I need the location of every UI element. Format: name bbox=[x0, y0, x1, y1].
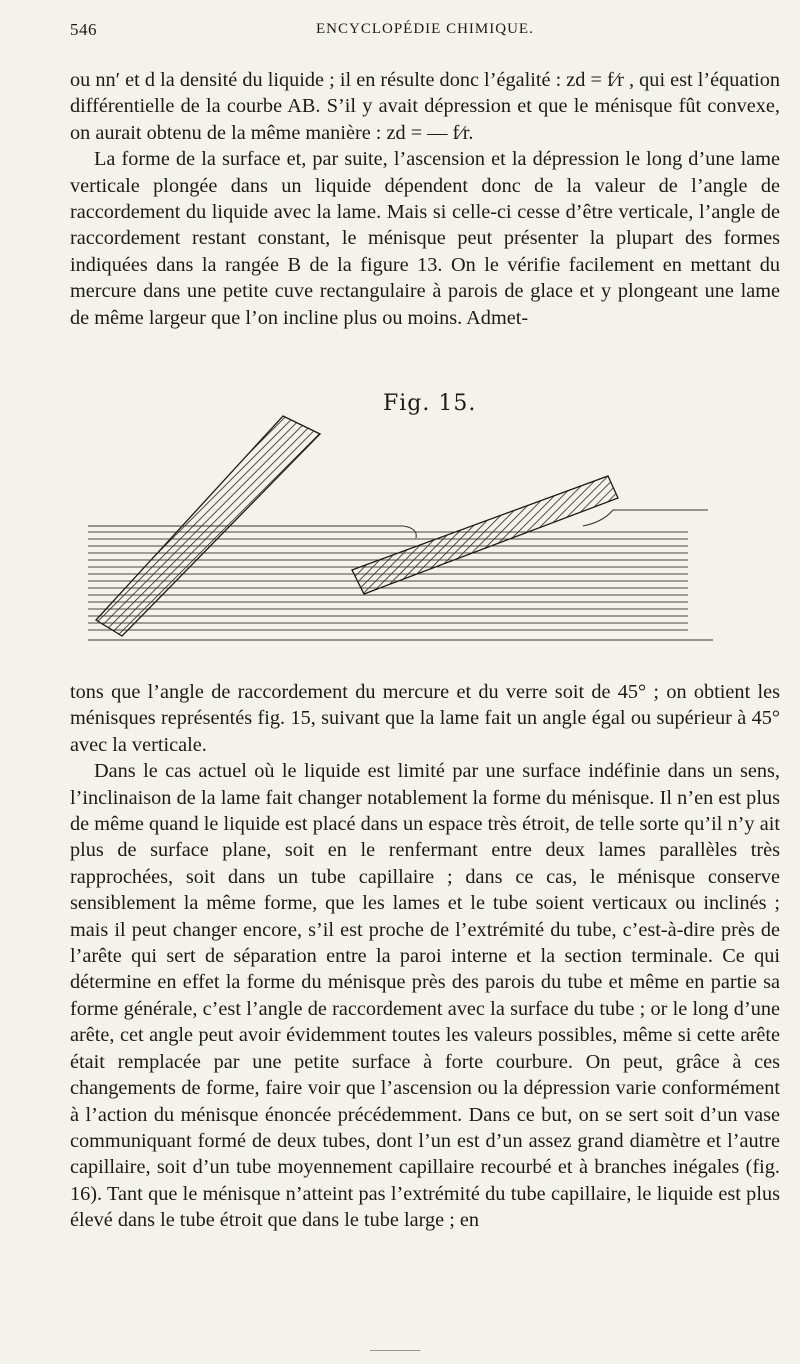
paragraph: ou nn′ et d la densité du liquide ; il en résulte donc l’égalité : zd = f⁄r , qui est l’équation différentielle de la courbe AB. S’il y avait dépression et que le ménisque fût convexe, on aurait obtenu de la même manière : zd = — f⁄r. bbox=[70, 69, 780, 144]
right-glass-plate bbox=[352, 476, 618, 594]
paragraph: La forme de la surface et, par suite, l’ascension et la dépression le long d’une lame verticale plongée dans un liquide dépendent donc de la valeur de l’angle de raccordement du liquide avec la lame. Mais si celle-ci cesse d’être verticale, l’angle de raccordement restant constant, le ménisque peut présenter la plupart des formes indiquées dans la rangée B de la figure 13. On le vérifie facilement en mettant du mercure dans une petite cuve rectangulaire à parois de glace et y plongeant une lame de même largeur que l’on incline plus ou moins. Admet- bbox=[70, 148, 780, 329]
paragraph: tons que l’angle de raccordement du mercure et du verre soit de 45° ; on obtient les ménisques représentés fig. 15, suivant que la lame fait un angle égal ou supérieur à 45° avec la verticale. bbox=[70, 681, 780, 756]
page-number: 546 bbox=[70, 20, 97, 39]
running-title: ENCYCLOPÉDIE CHIMIQUE. bbox=[316, 21, 534, 37]
text-block-top bbox=[70, 67, 780, 331]
running-header bbox=[70, 20, 782, 44]
figure-15-illustration bbox=[88, 410, 718, 660]
figure-caption: Fig. 15. bbox=[383, 391, 477, 416]
paragraph: Dans le cas actuel où le liquide est limité par une surface indéfinie dans un sens, l’inclinaison de la lame fait changer notablement la forme du ménisque. Il n’en est plus de même quand le liquide est placé dans un espace très étroit, de telle sorte qu’il n’y ait plus de surface plane, soit en le renfermant entre deux lames parallèles très rapprochées, soit dans un tube capillaire ; dans ce cas, le ménisque conserve sensiblement la même forme, que les lames et le tube soient verticaux ou inclinés ; mais il peut changer encore, s’il est proche de l’extrémité du tube, c’est-à-dire près de l’arête qui sert de séparation entre la paroi interne et la section terminale. Ce qui détermine en effet la forme du ménisque près des parois du tube et même en partie sa forme générale, c’est l’angle de raccordement avec la surface du tube ; or le long d’une arête, cet angle peut avoir évidemment toutes les valeurs possibles, même si cette arête était remplacée par une petite surface à forte courbure. On peut, grâce à ces changements de forme, faire voir que l’ascension ou la dépression varie conformément à l’action du ménisque énoncée précédemment. Dans ce but, on se sert soit d’un vase communiquant formé de deux tubes, dont l’un est d’un assez grand diamètre et l’autre capillaire, soit d’un tube moyennement capillaire recourbé et à branches inégales (fig. 16). Tant que le ménisque n’atteint pas l’extrémité du tube capillaire, le liquide est plus élevé dans le tube étroit que dans le tube large ; en bbox=[70, 760, 780, 1232]
footer-rule bbox=[370, 1350, 420, 1351]
text-block-bottom bbox=[70, 679, 780, 1234]
